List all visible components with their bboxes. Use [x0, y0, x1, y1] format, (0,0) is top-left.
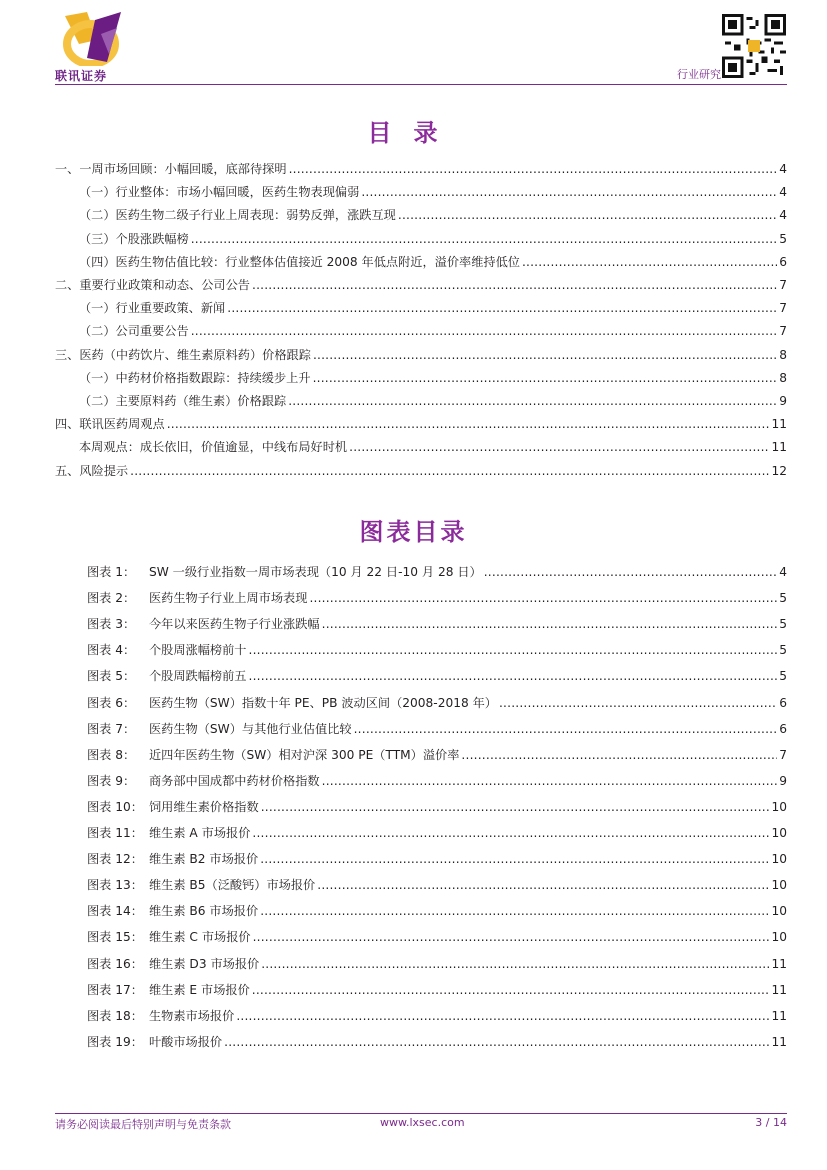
toc-leader-dots	[398, 207, 777, 223]
toc-entry-page: 5	[779, 231, 787, 246]
figure-caption: 维生素 E 市场报价	[149, 982, 250, 997]
figure-leader-dots	[354, 721, 778, 737]
figure-entry[interactable]	[87, 616, 787, 632]
toc-entry-page: 4	[779, 162, 787, 176]
figure-leader-dots	[499, 695, 777, 711]
figure-number: 图表 19：	[87, 1034, 143, 1049]
toc-entry-label: （一）中药材价格指数跟踪：持续缓步上升	[79, 370, 311, 385]
figure-entry-page: 11	[771, 982, 787, 997]
figure-entry-label	[87, 929, 251, 945]
toc-entry-label: （二）主要原料药（维生素）价格跟踪	[79, 394, 287, 408]
figure-entry[interactable]	[87, 590, 787, 606]
figure-entry-label	[87, 590, 307, 606]
figure-entry-label	[87, 903, 258, 919]
figure-entry[interactable]	[87, 721, 787, 737]
toc-leader-dots	[313, 370, 778, 386]
figure-caption: 近四年医药生物（SW）相对沪深 300 PE（TTM）溢价率	[149, 747, 460, 762]
figure-entry-label	[87, 982, 250, 998]
figures-title: 图表目录	[359, 518, 468, 546]
figure-entry[interactable]	[87, 799, 787, 815]
toc-leader-dots	[227, 300, 777, 316]
figure-entry[interactable]	[87, 825, 787, 841]
figure-entry-label	[87, 956, 259, 972]
toc-entry-page: 4	[779, 185, 787, 200]
toc-leader-dots	[191, 231, 778, 247]
figure-number: 图表 5：	[87, 669, 136, 684]
toc-entry[interactable]	[79, 300, 787, 316]
figure-leader-dots	[260, 903, 769, 919]
toc-leader-dots	[522, 254, 777, 270]
figure-caption: 医药生物（SW）指数十年 PE、PB 波动区间（2008-2018 年）	[149, 695, 497, 710]
figure-entry-page: 5	[779, 617, 787, 632]
figure-entry[interactable]	[87, 1034, 787, 1050]
figure-caption: SW 一级行业指数一周市场表现（10 月 22 日-10 月 28 日）	[149, 565, 482, 579]
figure-caption: 维生素 D3 市场报价	[149, 956, 260, 971]
toc-entry-label: 二、重要行业政策和动态、公司公告	[55, 278, 250, 292]
figure-leader-dots	[236, 1008, 769, 1024]
figure-entry[interactable]	[87, 564, 787, 580]
figure-entry-page: 6	[779, 721, 787, 736]
toc-leader-dots	[361, 184, 777, 200]
toc-leader-dots	[289, 161, 778, 177]
figure-entry-label	[87, 564, 482, 580]
toc-entry[interactable]	[79, 439, 787, 455]
figure-leader-dots	[309, 590, 777, 606]
figure-entry-page: 11	[771, 956, 787, 971]
figure-entry-label	[87, 799, 259, 815]
figure-caption: 今年以来医药生物子行业涨跌幅	[149, 617, 320, 632]
toc-entry-label: 五、风险提示	[55, 463, 129, 478]
figure-number: 图表 6：	[87, 695, 136, 710]
footer-page-number: 3 / 14	[755, 1116, 787, 1129]
figure-entry-page: 10	[771, 852, 787, 867]
figure-entry[interactable]	[87, 956, 787, 972]
figure-entry-label	[87, 1034, 222, 1050]
figure-caption: 叶酸市场报价	[149, 1034, 223, 1049]
toc-entry-label: 四、联讯医药周观点	[55, 417, 165, 432]
toc-title: 目录	[367, 119, 460, 147]
figure-entry[interactable]	[87, 747, 787, 763]
figure-entry[interactable]	[87, 929, 787, 945]
company-logo	[55, 10, 135, 84]
toc-entry[interactable]	[55, 416, 787, 432]
figure-caption: 个股周涨幅榜前十	[149, 643, 247, 658]
figure-entry-page: 11	[771, 1008, 787, 1023]
figure-caption: 维生素 B6 市场报价	[149, 904, 259, 919]
figure-caption: 医药生物子行业上周市场表现	[149, 591, 308, 606]
figure-entry-label	[87, 642, 247, 658]
toc-entry-label: （四）医药生物估值比较：行业整体估值接近 2008 年低点附近，溢价率维持低位	[79, 254, 520, 269]
toc-entry-label: 三、医药（中药饮片、维生素原料药）价格跟踪	[55, 347, 311, 362]
toc-entry-page: 11	[771, 417, 787, 432]
footer-disclaimer[interactable]: 请务必阅读最后特别声明与免责条款	[55, 1118, 231, 1131]
figure-number: 图表 9：	[87, 773, 136, 788]
figure-entry-label	[87, 668, 247, 684]
figure-leader-dots	[253, 929, 770, 945]
figure-leader-dots	[322, 773, 778, 789]
figure-leader-dots	[484, 564, 778, 580]
figure-number: 图表 3：	[87, 617, 136, 632]
figure-entry-label	[87, 616, 320, 632]
figure-entry-page: 5	[779, 591, 787, 606]
figure-caption: 商务部中国成都中药材价格指数	[149, 773, 320, 788]
figure-entry-label	[87, 1008, 234, 1024]
toc-entry[interactable]	[79, 370, 787, 386]
figure-entry-page: 10	[771, 878, 787, 893]
toc-entry[interactable]	[55, 277, 787, 293]
toc-entry-page: 12	[771, 463, 787, 478]
figure-caption: 生物素市场报价	[149, 1008, 235, 1023]
figure-entry-page: 4	[779, 565, 787, 579]
toc-leader-dots	[130, 463, 769, 479]
figure-entry-page: 10	[771, 904, 787, 919]
header-divider	[55, 84, 787, 85]
toc-entry-page: 6	[779, 254, 787, 269]
figure-caption: 维生素 B5（泛酸钙）市场报价	[149, 878, 316, 893]
toc-leader-dots	[167, 416, 770, 432]
figure-entry-page: 11	[771, 1034, 787, 1049]
figure-entry[interactable]	[87, 877, 787, 893]
figure-entry[interactable]	[87, 903, 787, 919]
figure-caption: 个股周跌幅榜前五	[149, 669, 247, 684]
figure-entry-page: 5	[779, 669, 787, 684]
figure-entry[interactable]	[87, 695, 787, 711]
figure-leader-dots	[252, 982, 770, 998]
figure-entry-page: 9	[779, 773, 787, 788]
toc-entry[interactable]	[55, 463, 787, 479]
toc-leader-dots	[252, 277, 777, 293]
toc-entry-label: （一）行业重要政策、新闻	[79, 301, 226, 316]
figure-number: 图表 13：	[87, 878, 143, 893]
figure-entry-label	[87, 773, 320, 789]
toc-entry-page: 7	[779, 301, 787, 316]
figure-entry-page: 10	[771, 799, 787, 814]
figure-leader-dots	[317, 877, 769, 893]
figure-caption: 医药生物（SW）与其他行业估值比较	[149, 721, 352, 736]
figure-entry-page: 10	[771, 930, 787, 945]
footer-divider	[55, 1113, 787, 1114]
toc-entry-label: （二）公司重要公告	[79, 324, 189, 339]
toc-entry-page: 9	[779, 394, 787, 408]
figure-leader-dots	[461, 747, 777, 763]
figure-number: 图表 7：	[87, 721, 136, 736]
figure-number: 图表 12：	[87, 852, 143, 867]
figure-number: 图表 14：	[87, 904, 143, 919]
figure-leader-dots	[252, 825, 769, 841]
toc-entry-label: 本周观点：成长依旧，价值逾显，中线布局好时机	[79, 440, 348, 455]
figure-caption: 维生素 C 市场报价	[149, 930, 251, 945]
figure-entry[interactable]	[87, 773, 787, 789]
doc-type-label: 行业研究	[677, 68, 721, 81]
figure-leader-dots	[261, 956, 769, 972]
figure-entry-label	[87, 747, 459, 763]
figure-entry[interactable]	[87, 1008, 787, 1024]
toc-entry-page: 7	[779, 278, 787, 292]
toc-entry-label: 一、一周市场回顾：小幅回暖，底部待探明	[55, 162, 287, 176]
figure-entry[interactable]	[87, 982, 787, 998]
figure-caption: 维生素 A 市场报价	[149, 826, 251, 840]
toc-entry-page: 4	[779, 208, 787, 223]
figure-entry[interactable]	[87, 668, 787, 684]
figure-entry-label	[87, 825, 250, 841]
figure-number: 图表 18：	[87, 1008, 143, 1023]
company-name: 联讯证券	[55, 69, 108, 83]
toc-entry-label: （三）个股涨跌幅榜	[79, 231, 189, 246]
toc-entry[interactable]	[79, 254, 787, 270]
figure-number: 图表 10：	[87, 799, 143, 814]
figure-number: 图表 2：	[87, 591, 136, 606]
figure-number: 图表 8：	[87, 747, 136, 762]
toc-entry[interactable]	[79, 231, 787, 247]
toc-leader-dots	[349, 439, 769, 455]
figure-number: 图表 17：	[87, 982, 143, 997]
figure-entry-page: 7	[779, 747, 787, 762]
toc-entry-label: （一）行业整体：市场小幅回暖，医药生物表现偏弱	[79, 185, 360, 200]
logo-mark-icon	[57, 10, 127, 66]
toc-leader-dots	[288, 393, 777, 409]
toc-entry[interactable]	[55, 161, 787, 177]
figure-entry[interactable]	[87, 642, 787, 658]
figure-number: 图表 15：	[87, 930, 143, 945]
figure-leader-dots	[260, 851, 769, 867]
toc-entry-label: （二）医药生物二级子行业上周表现：弱势反弹，涨跌互现	[79, 208, 396, 223]
figure-entry-label	[87, 695, 497, 711]
toc-entry[interactable]	[79, 323, 787, 339]
figure-entry-label	[87, 877, 315, 893]
figure-leader-dots	[322, 616, 778, 632]
qr-code-icon	[722, 14, 786, 78]
figure-entry-page: 10	[771, 826, 787, 840]
figure-entry-page: 6	[779, 695, 787, 710]
figure-number: 图表 11：	[87, 826, 143, 840]
figure-leader-dots	[224, 1034, 769, 1050]
figure-entry-label	[87, 721, 352, 737]
figure-caption: 维生素 B2 市场报价	[149, 852, 259, 867]
figure-leader-dots	[261, 799, 770, 815]
toc-entry-page: 7	[779, 324, 787, 339]
toc-leader-dots	[191, 323, 778, 339]
figure-leader-dots	[249, 668, 778, 684]
figure-number: 图表 1：	[87, 565, 136, 579]
toc-entry-page: 8	[779, 370, 787, 385]
figure-number: 图表 16：	[87, 956, 143, 971]
toc-entry[interactable]	[79, 184, 787, 200]
figure-entry-page: 5	[779, 643, 787, 658]
toc-entry[interactable]	[79, 207, 787, 223]
toc-leader-dots	[313, 347, 777, 363]
toc-entry[interactable]	[55, 347, 787, 363]
toc-entry[interactable]	[79, 393, 787, 409]
figure-entry-label	[87, 851, 258, 867]
toc-entry-page: 8	[779, 347, 787, 362]
toc-entry-page: 11	[771, 440, 787, 455]
figure-number: 图表 4：	[87, 643, 136, 658]
figure-leader-dots	[249, 642, 778, 658]
figure-caption: 饲用维生素价格指数	[149, 799, 259, 814]
footer-website[interactable]: www.lxsec.com	[380, 1116, 465, 1129]
figure-entry[interactable]	[87, 851, 787, 867]
